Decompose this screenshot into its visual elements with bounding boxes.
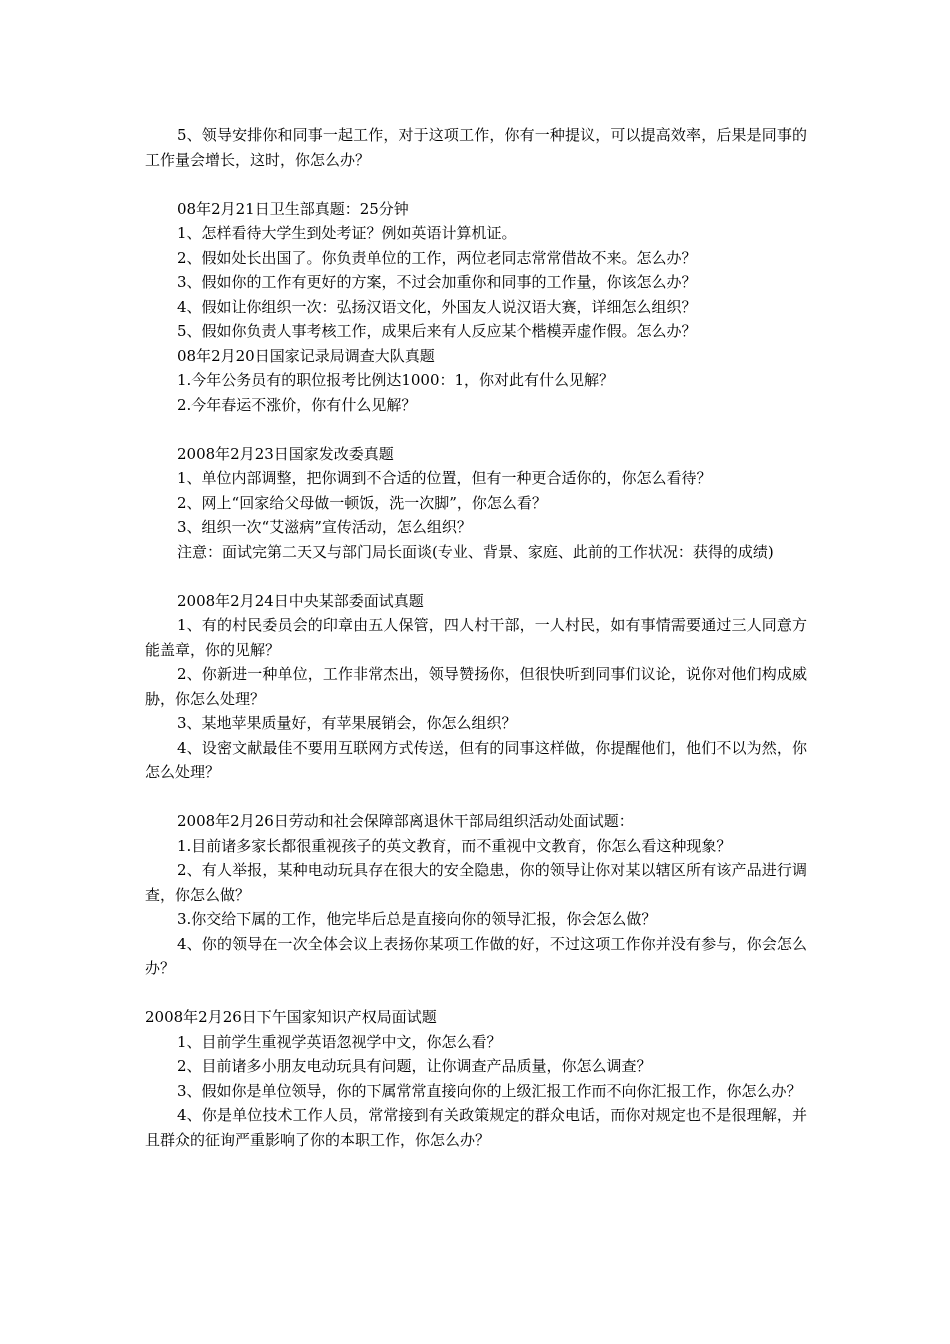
section-heading-health-ministry: 08年2月21日卫生部真题：25分钟 (177, 199, 409, 218)
spacer (145, 172, 807, 197)
question-item: 2.今年春运不涨价，你有什么见解？ (177, 395, 417, 414)
question-item: 2、有人举报，某种电动玩具存在很大的安全隐患，你的领导让你对某以辖区所有该产品进行调查，你怎么做？ (145, 861, 807, 904)
spacer (145, 417, 807, 442)
section-heading-statistics-bureau: 08年2月20日国家记录局调查大队真题 (177, 346, 435, 365)
question-item: 3、组织一次“艾滋病”宣传活动，怎么组织？ (177, 518, 472, 536)
section-heading-ip-office: 2008年2月26日下午国家知识产权局面试题 (145, 1008, 437, 1026)
question-item: 4、你的领导在一次全体会议上表扬你某项工作做的好，不过这项工作你并没有参与，你会怎么办？ (145, 934, 807, 977)
question-item: 3、假如你的工作有更好的方案，不过会加重你和同事的工作量，你该怎么办？ (177, 273, 697, 291)
question-item: 1、怎样看待大学生到处考证？例如英语计算机证。 (177, 224, 517, 242)
section-heading-central-ministry: 2008年2月24日中央某部委面试真题 (177, 591, 424, 610)
section-note: 注意：面试完第二天又与部门局长面谈(专业、背景、家庭、此前的工作状况：获得的成绩) (177, 542, 774, 561)
question-item: 1.今年公务员有的职位报考比例达1000：1，你对此有什么见解？ (177, 371, 615, 389)
question-item: 4、设密文献最佳不要用互联网方式传送，但有的同事这样做，你提醒他们，他们不以为然，你怎么处理？ (145, 738, 807, 781)
question-item: 5、假如你负责人事考核工作，成果后来有人反应某个楷模弄虚作假。怎么办？ (177, 322, 697, 340)
spacer (145, 564, 807, 589)
question-item: 4、你是单位技术工作人员，常常接到有关政策规定的群众电话，而你对规定也不是很理解，并且群众的征询严重影响了你的本职工作，你怎么办？ (145, 1106, 807, 1149)
question-item: 3.你交给下属的工作，他完毕后总是直接向你的领导汇报，你会怎么做？ (177, 910, 657, 928)
question-item: 4、假如让你组织一次：弘扬汉语文化，外国友人说汉语大赛，详细怎么组织？ (177, 297, 697, 316)
question-item: 1、目前学生重视学英语忽视学中文，你怎么看？ (177, 1032, 502, 1051)
question-item: 1.目前诸多家长都很重视孩子的英文教育，而不重视中文教育，你怎么看这种现象？ (177, 836, 732, 855)
question-item: 1、有的村民委员会的印章由五人保管，四人村干部，一人村民，如有事情需要通过三人同意方能盖章，你的见解？ (145, 616, 807, 659)
question-item: 1、单位内部调整，把你调到不合适的位置，但有一种更合适你的，你怎么看待？ (177, 469, 712, 487)
question-item: 2、目前诸多小朋友电动玩具有问题，让你调查产品质量，你怎么调查？ (177, 1057, 652, 1075)
question-item: 3、某地苹果质量好，有苹果展销会，你怎么组织？ (177, 714, 517, 732)
document-body (145, 123, 807, 1152)
section-heading-labor-ministry: 2008年2月26日劳动和社会保障部离退休干部局组织活动处面试题： (177, 812, 634, 830)
spacer (145, 785, 807, 810)
question-item: 2、你新进一种单位，工作非常杰出，领导赞扬你，但很快听到同事们议论，说你对他们构成威胁，你怎么处理？ (145, 665, 807, 708)
spacer (145, 981, 807, 1006)
question-item: 2、网上“回家给父母做一顿饭，洗一次脚”，你怎么看？ (177, 493, 547, 512)
question-item: 2、假如处长出国了。你负责单位的工作，两位老同志常常借故不来。怎么办？ (177, 248, 697, 267)
intro-question-5: 5、领导安排你和同事一起工作，对于这项工作，你有一种提议，可以提高效率，后果是同事的工作量会增长，这时，你怎么办？ (145, 126, 807, 169)
question-item: 3、假如你是单位领导，你的下属常常直接向你的上级汇报工作而不向你汇报工作，你怎么办？ (177, 1081, 802, 1100)
section-heading-ndrc: 2008年2月23日国家发改委真题 (177, 444, 394, 463)
